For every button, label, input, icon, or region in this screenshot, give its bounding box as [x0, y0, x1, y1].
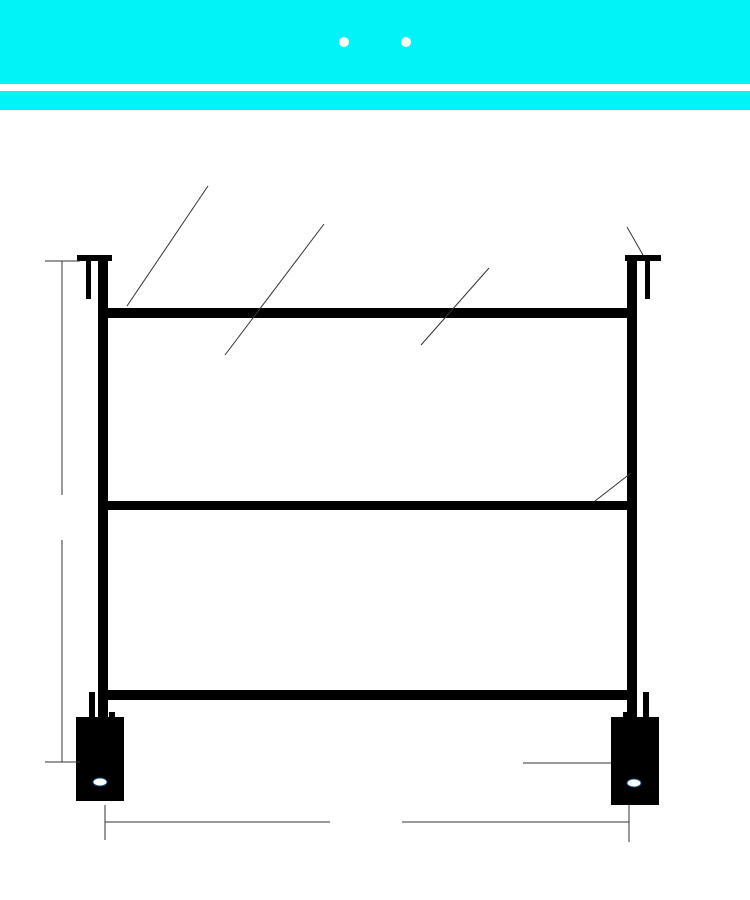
top-rail — [108, 308, 627, 318]
bottom-rail — [108, 690, 627, 700]
right-clip — [625, 255, 661, 261]
width-dimension — [105, 805, 629, 842]
frame-pipe-leader — [127, 186, 208, 306]
right-foot-hole — [627, 779, 641, 787]
middle-tube-leader — [595, 473, 631, 501]
left-foot-socket-outer — [89, 692, 95, 758]
mesh-opening-leader — [421, 268, 489, 345]
clip-size-leader — [627, 227, 643, 255]
middle-tube — [108, 501, 627, 510]
left-clip-tab — [86, 259, 91, 299]
right-clip-tab — [645, 259, 650, 299]
left-foot-socket-inner — [109, 712, 115, 758]
leader-lines — [127, 186, 643, 763]
wire-diameter-leader — [225, 224, 324, 355]
right-post — [627, 259, 637, 759]
right-foot-socket-outer — [643, 692, 649, 758]
left-post — [98, 259, 108, 759]
left-clip — [77, 255, 112, 261]
left-foot-hole — [93, 778, 107, 786]
height-dimension — [45, 261, 80, 762]
